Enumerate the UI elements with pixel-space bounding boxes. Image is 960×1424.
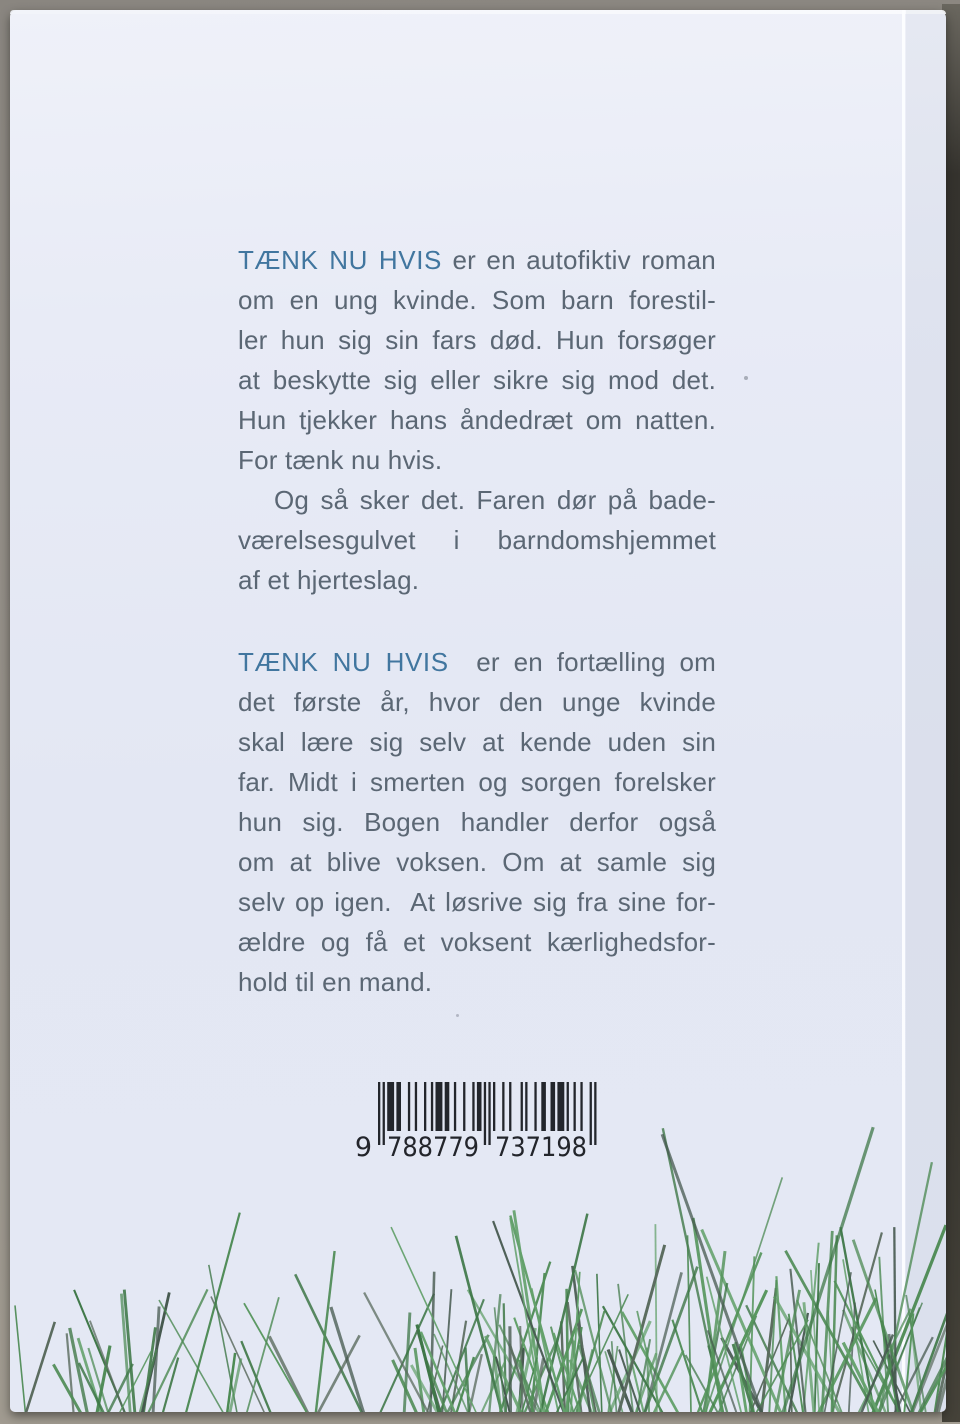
text-line: om at blive voksen. Om at samle sig — [238, 847, 716, 877]
text-line: hun sig. Bogen handler derfor også — [238, 807, 716, 837]
dust-speck — [744, 376, 748, 380]
text-line: far. Midt i smerten og sorgen forelsker — [238, 767, 716, 797]
text-line: TÆNK NU HVIS er en autofiktiv roman — [238, 245, 716, 275]
text-line: Og så sker det. Faren dør på bade- — [274, 485, 716, 515]
text-line: hold til en mand. — [238, 967, 433, 997]
text-line: Hun tjekker hans åndedræt om natten. — [238, 405, 716, 435]
dust-speck — [456, 1014, 459, 1017]
book-title-inline: TÆNK NU HVIS — [238, 245, 442, 275]
barcode-digit-group2: 737198 — [495, 1132, 587, 1160]
text-line: værelsesgulvet i barndomshjemmet — [238, 525, 716, 555]
text-line: selv op igen. At løsrive sig fra sine for- — [238, 887, 716, 917]
text-line: TÆNK NU HVIS er en fortælling om — [238, 647, 716, 677]
text-line: af et hjerteslag. — [238, 565, 420, 595]
book-title-inline: TÆNK NU HVIS — [238, 647, 449, 677]
text-line: skal lære sig selv at kende uden sin — [238, 727, 716, 757]
text-line: det første år, hvor den unge kvinde — [238, 687, 716, 717]
grass-illustration — [10, 1102, 946, 1412]
text-line: ler hun sig sin fars død. Hun forsøger — [238, 325, 716, 355]
text-line: om en ung kvinde. Som barn forestil- — [238, 285, 716, 315]
blurb-paragraph-1 — [238, 240, 716, 600]
blurb-paragraph-2 — [238, 642, 716, 1002]
barcode-digit-group1: 788779 — [387, 1132, 479, 1160]
text-line: at beskytte sig eller sikre sig mod det. — [238, 365, 716, 395]
text-line: For tænk nu hvis. — [238, 445, 443, 475]
book-back-cover — [10, 10, 946, 1412]
barcode-digit-lead: 9 — [354, 1132, 372, 1160]
blurb — [238, 240, 716, 1002]
text-line: ældre og få et voksent kærlighedsfor- — [238, 927, 716, 957]
